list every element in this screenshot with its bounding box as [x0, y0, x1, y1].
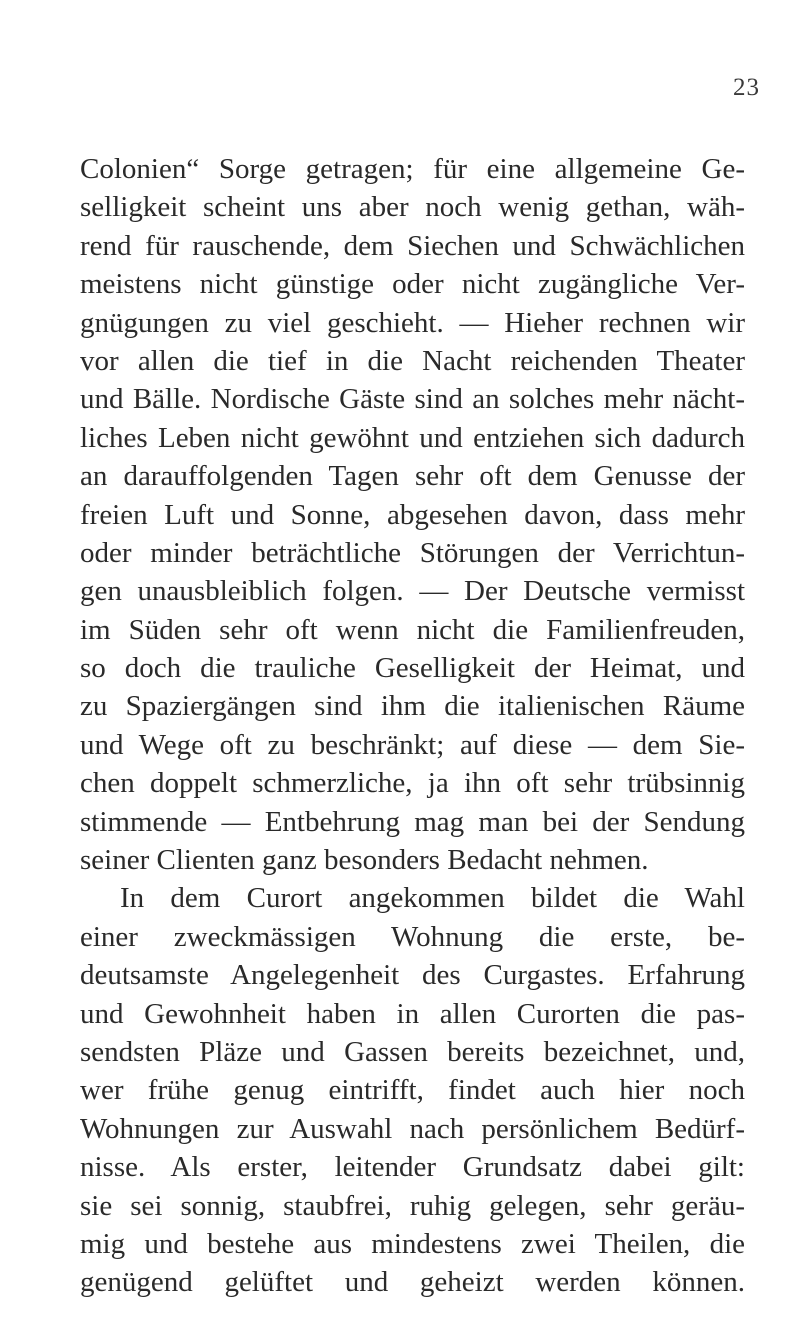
body-text	[80, 150, 745, 1302]
text-line: und Gewohnheit haben in allen Curorten die pas-	[80, 997, 745, 1030]
text-line: sendsten Pläze und Gassen bereits bezeichnet, und,	[80, 1035, 745, 1068]
text-line: deutsamste Angelegenheit des Curgastes. Erfahrung	[80, 959, 745, 992]
text-line: gnügungen zu viel geschieht. — Hieher rechnen wir	[80, 306, 745, 339]
text-line: zu Spaziergängen sind ihm die italienischen Räume	[80, 690, 745, 723]
text-line: stimmende — Entbehrung mag man bei der Sendung	[80, 805, 745, 838]
paragraph-start-line: In dem Curort angekommen bildet die Wahl	[120, 882, 745, 915]
text-line: freien Luft und Sonne, abgesehen davon, dass mehr	[80, 498, 745, 531]
text-line: liches Leben nicht gewöhnt und entziehen sich dadurch	[80, 421, 745, 454]
text-line: vor allen die tief in die Nacht reichenden Theater	[80, 344, 745, 377]
text-line: meistens nicht günstige oder nicht zugängliche Ver-	[80, 268, 745, 301]
text-line: und Bälle. Nordische Gäste sind an solches mehr nächt-	[80, 383, 745, 416]
paragraph-end-line: seiner Clienten ganz besonders Bedacht nehmen.	[80, 844, 649, 877]
text-line: Wohnungen zur Auswahl nach persönlichem Bedürf-	[80, 1112, 745, 1145]
text-line: Colonien“ Sorge getragen; für eine allgemeine Ge-	[80, 153, 745, 185]
text-line: nisse. Als erster, leitender Grundsatz dabei gilt:	[80, 1151, 745, 1184]
text-line: gen unausbleiblich folgen. — Der Deutsche vermisst	[80, 575, 745, 608]
text-line: rend für rauschende, dem Siechen und Schwächlichen	[80, 229, 745, 262]
text-line: genügend gelüftet und geheizt werden können.	[80, 1266, 745, 1299]
text-line: wer frühe genug eintrifft, findet auch hier noch	[80, 1074, 745, 1107]
text-line: so doch die trauliche Geselligkeit der Heimat, und	[80, 652, 745, 685]
text-line: oder minder beträchtliche Störungen der Verrichtun-	[80, 536, 745, 569]
text-line: chen doppelt schmerzliche, ja ihn oft sehr trübsinnig	[80, 767, 745, 800]
text-line: einer zweckmässigen Wohnung die erste, be-	[80, 920, 745, 953]
text-line: sie sei sonnig, staubfrei, ruhig gelegen, sehr geräu-	[80, 1189, 745, 1222]
text-line: mig und bestehe aus mindestens zwei Theilen, die	[80, 1227, 745, 1260]
text-line: selligkeit scheint uns aber noch wenig gethan, wäh-	[80, 191, 745, 224]
text-line: im Süden sehr oft wenn nicht die Familienfreuden,	[80, 613, 745, 646]
page-number: 23	[733, 74, 760, 101]
text-line: an darauffolgenden Tagen sehr oft dem Genusse der	[80, 460, 745, 493]
text-line: und Wege oft zu beschränkt; auf diese — dem Sie-	[80, 728, 745, 761]
